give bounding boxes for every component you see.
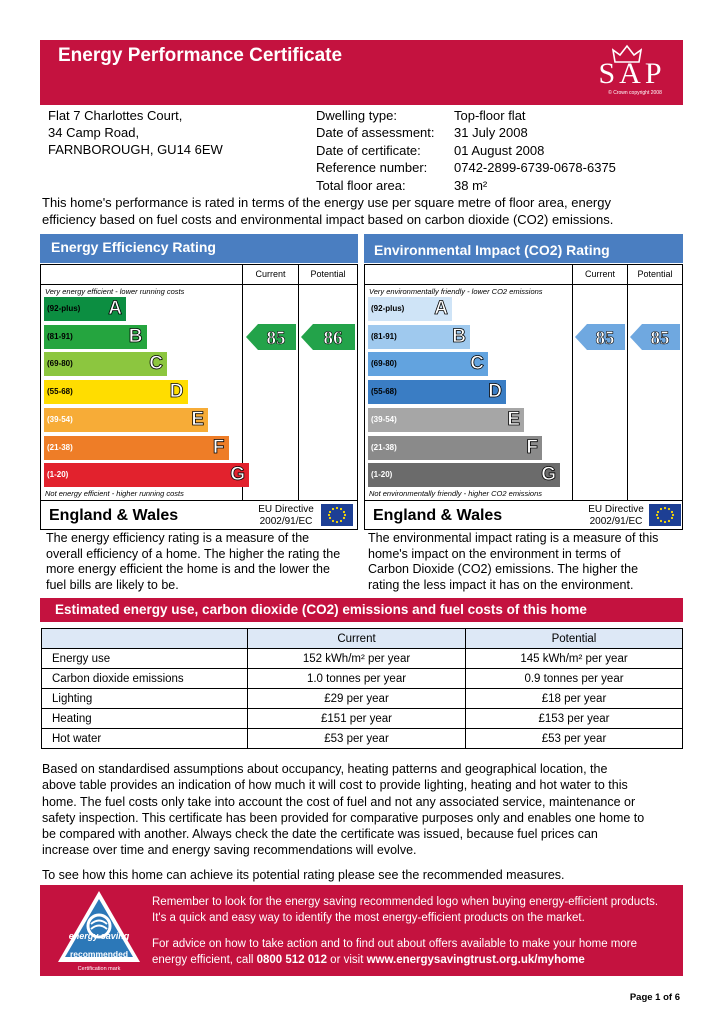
band-letter: B <box>452 325 466 347</box>
advice-url-link[interactable]: www.energysavingtrust.org.uk/myhome <box>366 954 585 966</box>
table-header-potential: Potential <box>466 629 683 649</box>
current-rating-arrow <box>246 323 296 351</box>
certificate-title: Energy Performance Certificate <box>58 45 343 66</box>
band-range: (39-54) <box>371 414 397 424</box>
assumptions-paragraph <box>42 761 687 859</box>
rating-band-e <box>44 408 208 432</box>
rating-band-d <box>44 380 188 404</box>
eu-flag-icon <box>321 504 353 526</box>
detail-date-certificate <box>316 142 676 159</box>
row-current: £151 per year <box>248 709 466 729</box>
address-line-2: 34 Camp Road, <box>48 125 140 140</box>
bottom-note: Not environmentally friendly - higher CO2 emissions <box>369 489 542 498</box>
band-range: (21-38) <box>47 442 73 452</box>
band-range: (69-80) <box>371 359 397 369</box>
footer-banner <box>40 885 683 976</box>
header-banner <box>40 40 683 105</box>
environment-rating-chart <box>364 264 683 501</box>
row-label: Heating <box>42 709 248 729</box>
eu-directive-line-1: EU Directive <box>258 504 314 515</box>
row-label: Carbon dioxide emissions <box>42 669 248 689</box>
paragraph-line: safety inspection. This certificate has been provided for comparative purposes only and enables one home to <box>42 810 645 825</box>
environment-panel-title-text: Environmental Impact (CO2) Rating <box>374 242 610 258</box>
row-label: Hot water <box>42 729 248 749</box>
see-measures-text: To see how this home can achieve its potential rating please see the recommended measures. <box>42 868 565 882</box>
advice-phone[interactable]: 0800 512 012 <box>256 954 327 966</box>
paragraph-line: home. The fuel costs only take into account the cost of fuel and not any associated service, maintenance or <box>42 794 636 809</box>
detail-label: Dwelling type: <box>316 108 397 123</box>
intro-text <box>42 194 682 228</box>
eu-directive <box>583 504 649 528</box>
col-current: Current <box>584 269 615 279</box>
page-number: Page 1 of 6 <box>629 992 680 1003</box>
band-range: (69-80) <box>47 359 73 369</box>
band-letter: E <box>507 408 520 430</box>
logo-bottom-text: recommended <box>69 949 129 959</box>
sap-logo-caption: © Crown copyright 2008 <box>608 90 662 96</box>
band-letter: G <box>541 464 556 486</box>
energy-region-box <box>40 500 358 530</box>
footer-text <box>152 894 682 968</box>
rating-value: 85 <box>266 327 286 349</box>
rating-band-g <box>368 463 560 487</box>
row-potential: £18 per year <box>466 689 683 709</box>
rating-band-f <box>368 436 542 460</box>
footer-spacer <box>152 926 682 936</box>
description-line: home's impact on the environment in terms of <box>368 546 621 561</box>
region-label: England & Wales <box>49 507 179 524</box>
detail-label: Reference number: <box>316 160 428 176</box>
rating-band-c <box>44 352 167 376</box>
band-letter: G <box>230 464 245 486</box>
row-current: £29 per year <box>248 689 466 709</box>
detail-value: 01 August 2008 <box>454 142 545 158</box>
rating-band-e <box>368 408 524 432</box>
environment-region-box <box>364 500 683 530</box>
sap-logo: SAP <box>598 57 666 90</box>
detail-floor-area <box>316 177 676 194</box>
band-range: (92-plus) <box>371 304 405 313</box>
detail-date-assessment <box>316 124 676 141</box>
detail-dwelling-type <box>316 107 676 124</box>
footer-line-4-mid: or visit <box>326 954 367 966</box>
band-range: (21-38) <box>371 442 397 452</box>
band-range: (39-54) <box>47 414 73 424</box>
band-range: (1-20) <box>47 470 69 480</box>
band-letter: B <box>128 325 143 347</box>
description-line: overall efficiency of a home. The higher the rating the <box>46 546 341 561</box>
row-potential: £53 per year <box>466 729 683 749</box>
col-potential: Potential <box>310 269 346 279</box>
rating-value: 86 <box>323 327 343 349</box>
environment-panel-title <box>364 234 683 263</box>
rating-band-c <box>368 352 488 376</box>
band-letter: C <box>470 353 484 375</box>
rating-band-g <box>44 463 249 487</box>
rating-band-b <box>368 325 470 349</box>
row-current: 152 kWh/m² per year <box>248 649 466 669</box>
column-divider <box>627 265 628 501</box>
costs-banner <box>40 598 683 622</box>
description-line: Carbon Dioxide (CO2) emissions. The higher the <box>368 562 639 576</box>
table-header-current: Current <box>248 629 466 649</box>
environment-description <box>368 531 683 593</box>
eu-directive-line-2: 2002/91/EC <box>259 516 313 527</box>
description-line: The energy efficiency rating is a measure of the <box>46 531 310 545</box>
col-current: Current <box>255 269 286 279</box>
band-letter: C <box>149 353 163 375</box>
description-line: more energy efficient the home is and the lower the <box>46 562 330 576</box>
dwelling-details <box>316 107 676 194</box>
costs-title: Estimated energy use, carbon dioxide (CO2) emissions and fuel costs of this home <box>55 602 587 617</box>
detail-value: 38 m² <box>454 177 488 193</box>
band-letter: D <box>169 381 184 403</box>
header-divider <box>41 284 357 285</box>
paragraph-line: above table provides an indication of how much it will cost to provide lighting, heating and hot water to this <box>42 778 628 793</box>
band-range: (81-91) <box>47 331 73 341</box>
band-letter: A <box>108 298 122 319</box>
detail-label: Total floor area: <box>316 177 406 193</box>
footer-line-1: Remember to look for the energy saving recommended logo when buying energy-efficient products. <box>152 896 659 908</box>
header-divider <box>365 284 682 285</box>
environment-bands <box>368 297 573 493</box>
row-current: £53 per year <box>248 729 466 749</box>
eu-directive <box>253 504 319 528</box>
address-line-3: FARNBOROUGH, GU14 6EW <box>48 142 223 157</box>
table-row <box>42 729 683 749</box>
intro-line-2: efficiency based on fuel costs and environmental impact based on carbon dioxide (CO2) emissions. <box>42 212 614 227</box>
row-potential: 145 kWh/m² per year <box>466 649 683 669</box>
row-current: 1.0 tonnes per year <box>248 669 466 689</box>
description-line: rating the less impact it has on the environment. <box>368 577 634 592</box>
table-row <box>42 649 683 669</box>
top-note: Very energy efficient - lower running costs <box>45 287 185 296</box>
row-potential: £153 per year <box>466 709 683 729</box>
property-address <box>48 107 223 158</box>
bottom-note: Not energy efficient - higher running costs <box>45 489 184 498</box>
rating-value: 85 <box>650 327 670 349</box>
logo-caption: Certification mark <box>77 966 121 972</box>
eu-directive-line-1: EU Directive <box>588 504 644 515</box>
potential-rating-arrow <box>301 323 355 351</box>
description-line: fuel bills are likely to be. <box>46 577 179 592</box>
detail-label: Date of certificate: <box>316 142 421 158</box>
detail-value: 0742-2899-6739-0678-6375 <box>454 160 616 176</box>
paragraph-line: be compared with another. Always check the date the certificate was issued, because fuel prices can <box>42 827 598 842</box>
band-range: (81-91) <box>371 331 397 341</box>
energy-rating-chart <box>40 264 358 501</box>
current-rating-arrow <box>575 323 625 351</box>
band-range: (1-20) <box>371 470 393 480</box>
band-range: (55-68) <box>47 387 73 397</box>
top-note: Very environmentally friendly - lower CO2 emissions <box>369 287 543 296</box>
description-line: The environmental impact rating is a measure of this <box>368 531 659 545</box>
address-line-1: Flat 7 Charlottes Court, <box>48 108 183 123</box>
costs-table <box>41 628 683 749</box>
potential-rating-arrow <box>630 323 680 351</box>
footer-line-4 <box>152 952 682 968</box>
band-range: (92-plus) <box>47 304 81 313</box>
region-label: England & Wales <box>373 507 503 524</box>
band-range: (55-68) <box>371 387 397 397</box>
detail-label: Date of assessment: <box>316 125 435 141</box>
paragraph-line: increase over time and energy saving recommendations will evolve. <box>42 843 417 858</box>
band-letter: A <box>434 298 448 319</box>
energy-panel-title-text: Energy Efficiency Rating <box>51 239 216 255</box>
col-potential: Potential <box>637 269 673 279</box>
energy-panel-title <box>40 234 358 263</box>
table-header-row <box>42 629 683 649</box>
energy-bands <box>44 297 244 493</box>
eu-flag-icon <box>649 504 681 526</box>
row-potential: 0.9 tonnes per year <box>466 669 683 689</box>
footer-line-3: For advice on how to take action and to find out about offers available to make your home more <box>152 938 637 950</box>
band-letter: D <box>488 381 502 403</box>
rating-band-a <box>44 297 126 321</box>
intro-line-1: This home's performance is rated in terms of the energy use per square metre of floor area, energy <box>42 195 611 210</box>
rating-band-b <box>44 325 147 349</box>
logo-top-text: energy saving <box>68 931 130 941</box>
band-letter: F <box>212 436 225 458</box>
band-letter: E <box>191 408 204 430</box>
row-label: Energy use <box>42 649 248 669</box>
eu-directive-line-2: 2002/91/EC <box>589 516 643 527</box>
detail-value: 31 July 2008 <box>454 125 528 141</box>
table-row <box>42 709 683 729</box>
band-letter: F <box>526 436 538 458</box>
table-header-blank <box>42 629 248 649</box>
row-label: Lighting <box>42 689 248 709</box>
detail-reference-number <box>316 159 676 176</box>
footer-line-4-prefix: energy efficient, call <box>152 954 257 966</box>
column-divider <box>298 265 299 501</box>
table-row <box>42 669 683 689</box>
table-row <box>42 689 683 709</box>
energy-description <box>46 531 361 593</box>
detail-value: Top-floor flat <box>454 108 526 123</box>
footer-line-2: It's a quick and easy way to identify the most energy-efficient products on the market. <box>152 912 585 924</box>
rating-value: 85 <box>595 327 615 349</box>
rating-band-a <box>368 297 452 321</box>
rating-band-d <box>368 380 506 404</box>
rating-band-f <box>44 436 229 460</box>
paragraph-line: Based on standardised assumptions about occupancy, heating patterns and geographical location, the <box>42 762 608 776</box>
